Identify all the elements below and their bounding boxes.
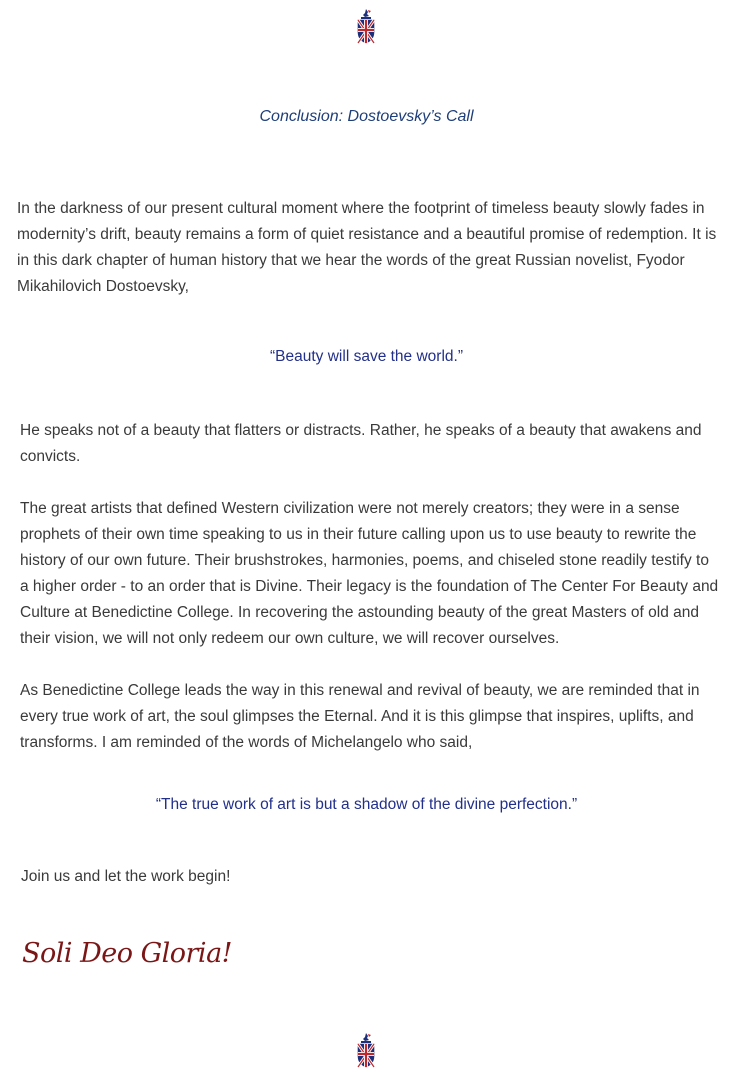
- section-heading: Conclusion: Dostoevsky’s Call: [259, 108, 474, 125]
- paragraph-intro: In the darkness of our present cultural moment where the footprint of timeless beauty slowly fades in modernity’s drift, beauty remains a form of quiet resistance and a beautiful promise of redemption. It is in this dark chapter of human history that we hear the words of the great Russian novelist, Fyodor Mikahilovich Dostoevsky,: [17, 200, 717, 295]
- paragraph-beauty-awakens: He speaks not of a beauty that flatters or distracts. Rather, he speaks of a beauty that awakens and convicts.: [20, 422, 702, 465]
- dostoevsky-quote: “Beauty will save the world.”: [270, 348, 463, 365]
- signature: Soli Deo Gloria!: [22, 938, 233, 969]
- crest-icon: [355, 1032, 377, 1068]
- paragraph-renewal: As Benedictine College leads the way in this renewal and revival of beauty, we are reminded that in every true work of art, the soul glimpses the Eternal. And it is this glimpse that inspires, uplifts, and transforms. I am reminded of the words of Michelangelo who said,: [20, 682, 700, 751]
- michelangelo-quote: “The true work of art is but a shadow of the divine perfection.”: [155, 796, 578, 813]
- paragraph-great-artists: The great artists that defined Western civilization were not merely creators; they were in a sense prophets of their own time speaking to us in their future calling upon us to use beauty to rewrite the history of our own future. Their brushstrokes, harmonies, poems, and chiseled stone readily testify to a higher order - to an order that is Divine. Their legacy is the foundation of The Center For Beauty and Culture at Benedictine College. In recovering the astounding beauty of the great Masters of old and their vision, we will not only redeem our own culture, we will recover ourselves.: [20, 500, 719, 647]
- closing-invitation: Join us and let the work begin!: [21, 868, 231, 885]
- crest-icon: [355, 8, 377, 44]
